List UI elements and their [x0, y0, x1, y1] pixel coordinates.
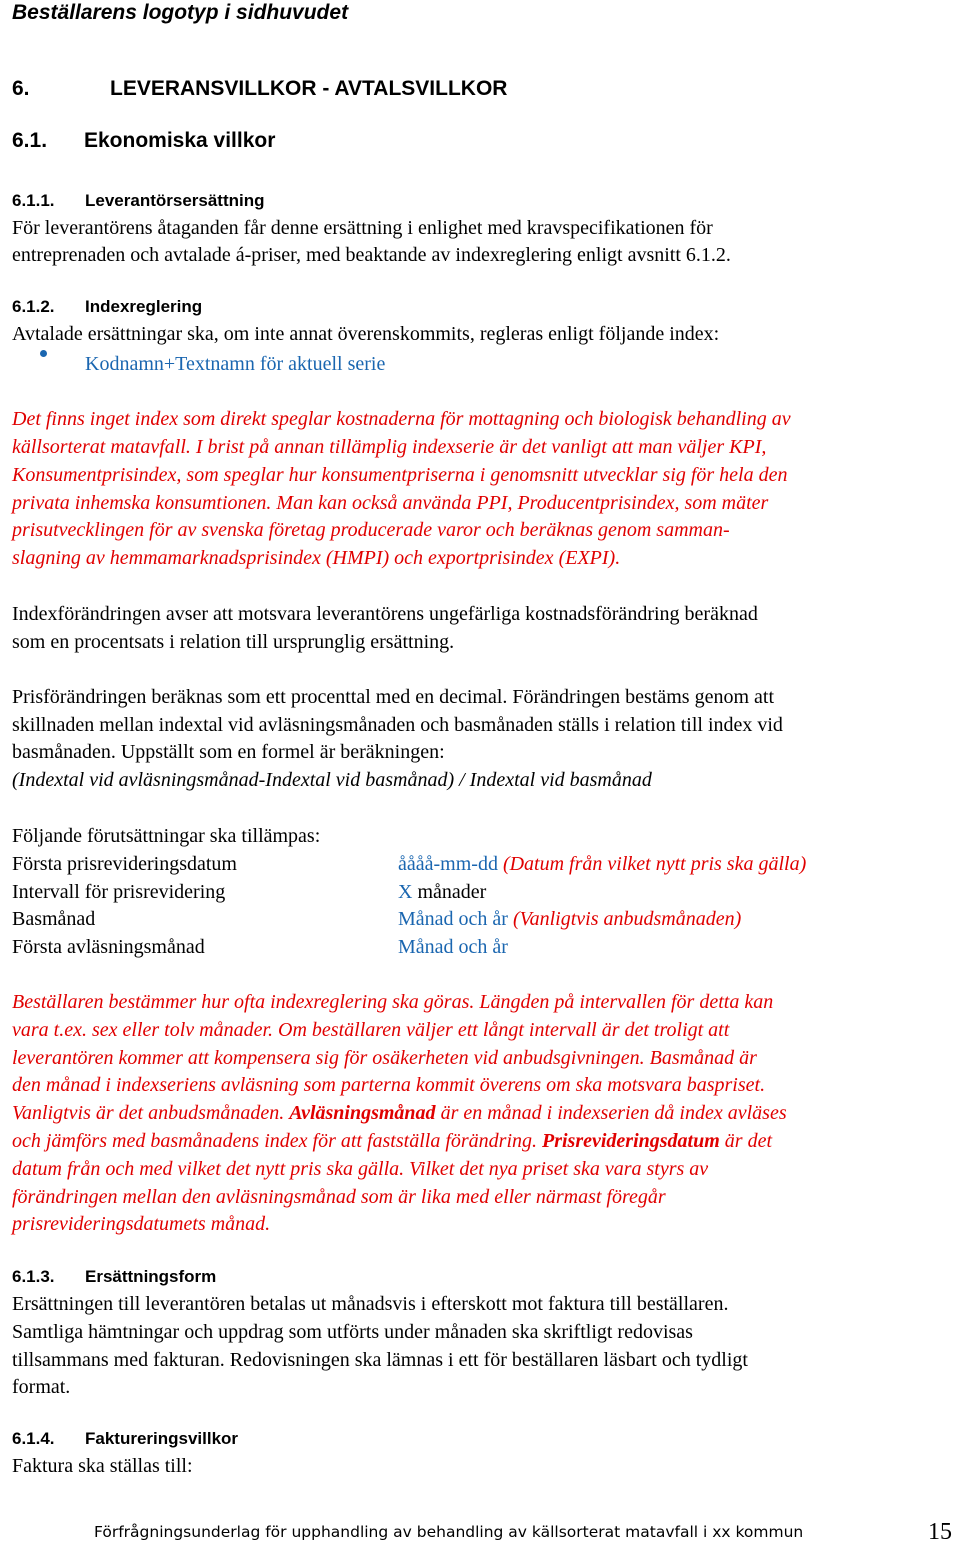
section-number: 6.1.4.	[12, 1429, 55, 1448]
header-logo-placeholder: Beställarens logotyp i sidhuvudet	[12, 1, 349, 24]
condition-value	[398, 850, 806, 878]
footer-document-title: Förfrågningsunderlag för upphandling av behandling av källsorterat matavfall i xx kommun	[94, 1523, 804, 1541]
page-number: 15	[928, 1519, 952, 1545]
heading-section-6-1-1	[12, 190, 265, 212]
heading-section-6-1	[12, 128, 275, 154]
condition-value	[398, 878, 486, 906]
price-formula: (Indextal vid avläsningsmånad-Indextal vid basmånad) / Indextal vid basmånad	[12, 769, 652, 791]
guidance-line: och jämförs med basmånadens index för att fastställa förändring. Prisrevideringsdatum är det	[12, 1130, 773, 1152]
fill-in-interval: X	[398, 881, 413, 903]
heading-section-6	[12, 76, 507, 102]
paragraph-line: Faktura ska ställas till:	[12, 1455, 193, 1477]
section-number: 6.	[12, 77, 30, 100]
paragraph-line: entreprenaden och avtalade á-priser, med beaktande av indexreglering enligt avsnitt 6.1.2.	[12, 244, 731, 266]
guidance-line: den månad i indexseriens avläsning som parterna kommit överens om ska motsvara baspriset.	[12, 1074, 766, 1096]
guidance-line: privata inhemska konsumtionen. Man kan också använda PPI, Producentprisindex, som mäter	[12, 492, 769, 514]
paragraph-line: Samtliga hämtningar och uppdrag som utförts under månaden ska skriftligt redovisas	[12, 1321, 693, 1343]
heading-section-6-1-3	[12, 1266, 216, 1288]
guidance-line: prisutvecklingen för av svenska företag producerade varor och beräknas genom samman-	[12, 519, 730, 541]
section-number: 6.1.1.	[12, 191, 55, 210]
guidance-line: Beställaren bestämmer hur ofta indexreglering ska göras. Längden på intervallen för detta kan	[12, 991, 774, 1013]
section-title: Indexreglering	[85, 297, 203, 316]
guidance-line: källsorterat matavfall. I brist på annan tillämplig indexserie är det vanligt att man väljer KPI,	[12, 436, 767, 458]
section-title: Ekonomiska villkor	[84, 129, 276, 152]
condition-note: (Datum från vilket nytt pris ska gälla)	[502, 853, 807, 875]
paragraph-line: Prisförändringen beräknas som ett procenttal med en decimal. Förändringen bestäms genom att	[12, 686, 775, 708]
condition-note: (Vanligtvis anbudsmånaden)	[512, 908, 742, 930]
section-title: Ersättningsform	[85, 1267, 217, 1286]
guidance-line: datum från och med vilket det nytt pris ska gälla. Vilket det nya priset ska vara styrs av	[12, 1158, 709, 1180]
index-intro: Avtalade ersättningar ska, om inte annat överenskommits, regleras enligt följande index:	[12, 323, 720, 345]
conditions-intro: Följande förutsättningar ska tillämpas:	[12, 825, 321, 847]
heading-section-6-1-4	[12, 1428, 238, 1450]
condition-label: Intervall för prisrevidering	[12, 881, 226, 903]
guidance-line: leverantören kommer att kompensera sig för osäkerheten vid anbudsgivningen. Basmånad är	[12, 1047, 757, 1069]
section-title: Leverantörsersättning	[85, 191, 265, 210]
paragraph-line: För leverantörens åtaganden får denne ersättning i enlighet med kravspecifikationen för	[12, 217, 713, 239]
section-title: LEVERANSVILLKOR - AVTALSVILLKOR	[110, 77, 508, 100]
condition-value	[398, 933, 508, 961]
condition-unit: månader	[417, 881, 487, 903]
paragraph-line: basmånaden. Uppställt som en formel är beräkningen:	[12, 741, 445, 763]
paragraph-line: som en procentsats i relation till ursprunglig ersättning.	[12, 631, 455, 653]
paragraph-line: Ersättningen till leverantören betalas ut månadsvis i efterskott mot faktura till beställaren.	[12, 1293, 729, 1315]
paragraph-line: tillsammans med fakturan. Redovisningen ska lämnas i ett för beställaren läsbart och tydligt	[12, 1349, 748, 1371]
paragraph-line: skillnaden mellan indextal vid avläsningsmånaden och basmånaden ställs i relation till index vid	[12, 714, 783, 736]
index-series-placeholder: Kodnamn+Textnamn för aktuell serie	[85, 353, 386, 375]
section-title: Faktureringsvillkor	[85, 1429, 239, 1448]
section-number: 6.1.	[12, 129, 48, 152]
term-reading-month: Avläsningsmånad	[289, 1102, 436, 1124]
fill-in-reading-month: Månad och år	[398, 936, 508, 958]
fill-in-date: åååå-mm-dd	[398, 853, 498, 875]
condition-label: Första prisrevideringsdatum	[12, 853, 237, 875]
condition-value	[398, 905, 741, 933]
condition-label: Basmånad	[12, 908, 96, 930]
section-number: 6.1.3.	[12, 1267, 55, 1286]
guidance-line: Konsumentprisindex, som speglar hur konsumentpriserna i genomsnitt utvecklar sig för hela den	[12, 464, 788, 486]
guidance-line: Det finns inget index som direkt speglar kostnaderna för mottagning och biologisk behandling av	[12, 408, 791, 430]
paragraph-line: format.	[12, 1376, 71, 1398]
condition-label: Första avläsningsmånad	[12, 936, 205, 958]
heading-section-6-1-2	[12, 296, 202, 318]
term-price-revision-date: Prisrevideringsdatum	[542, 1130, 720, 1152]
guidance-line: prisrevideringsdatumets månad.	[12, 1213, 271, 1235]
fill-in-base-month: Månad och år	[398, 908, 508, 930]
section-number: 6.1.2.	[12, 297, 55, 316]
guidance-line: slagning av hemmamarknadsprisindex (HMPI) och exportprisindex (EXPI).	[12, 547, 621, 569]
guidance-line: förändringen mellan den avläsningsmånad som är lika med eller närmast föregår	[12, 1186, 666, 1208]
paragraph-line: Indexförändringen avser att motsvara leverantörens ungefärliga kostnadsförändring beräknad	[12, 603, 758, 625]
guidance-line: Vanligtvis är det anbudsmånaden. Avläsningsmånad är en månad i indexserien då index avläses	[12, 1102, 787, 1124]
guidance-line: vara t.ex. sex eller tolv månader. Om beställaren väljer ett långt intervall är det troligt att	[12, 1019, 730, 1041]
bullet-dot-icon	[40, 350, 47, 357]
